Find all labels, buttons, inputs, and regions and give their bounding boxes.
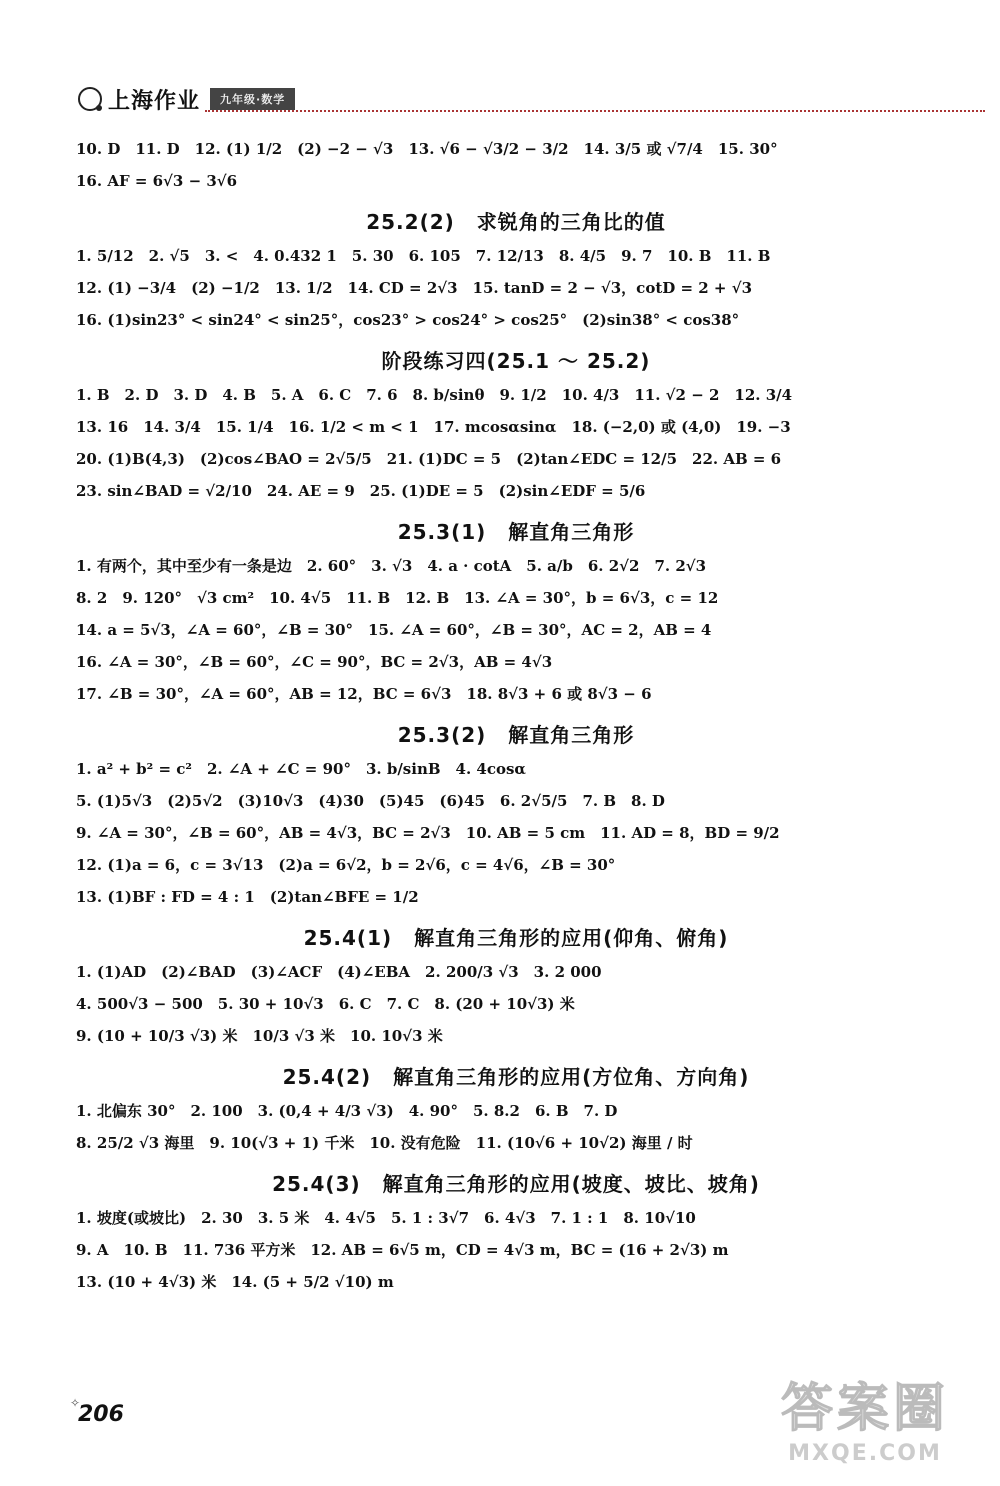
page-number-decoration-icon: ✧ — [70, 1396, 81, 1410]
section-heading — [76, 1061, 956, 1090]
section-title: 解直角三角形的应用(仰角、俯角) — [414, 926, 729, 950]
answer-line: 13. 16 14. 3/4 15. 1/4 16. 1/2 < m < 1 17. mcosαsinα 18. (−2,0) 或 (4,0) 19. −3 — [76, 418, 791, 436]
answer-line: 9. (10 + 10/3 √3) 米 10/3 √3 米 10. 10√3 米 — [76, 1027, 443, 1045]
section-title: 解直角三角形 — [508, 520, 635, 544]
answer-line: 14. a = 5√3，∠A = 60°，∠B = 30° 15. ∠A = 60°，∠B = 30°，AC = 2，AB = 4 — [76, 621, 712, 639]
watermark — [770, 1366, 960, 1466]
answer-line: 23. sin∠BAD = √2/10 24. AE = 9 25. (1)DE = 5 (2)sin∠EDF = 5/6 — [76, 482, 646, 500]
section-heading — [76, 1168, 956, 1197]
header-divider — [205, 110, 985, 112]
watermark-url: MXQE.COM — [788, 1441, 942, 1466]
section-heading — [76, 516, 956, 545]
answer-line: 1. (1)AD (2)∠BAD (3)∠ACF (4)∠EBA 2. 200/3 √3 3. 2 000 — [76, 963, 602, 981]
page-number: 206 — [78, 1402, 124, 1427]
section-number: 25.4(1) — [303, 926, 393, 950]
section-title: 解直角三角形 — [508, 723, 635, 747]
answer-line: 12. (1)a = 6，c = 3√13 (2)a = 6√2，b = 2√6，c = 4√6，∠B = 30° — [76, 856, 616, 874]
book-title: 上海作业 — [108, 88, 201, 114]
answer-line: 1. B 2. D 3. D 4. B 5. A 6. C 7. 6 8. b/sinθ 9. 1/2 10. 4/3 11. √2 − 2 12. 3/4 — [76, 386, 793, 404]
section-title: 阶段练习四(25.1 ～ 25.2) — [381, 349, 651, 373]
section-heading — [76, 719, 956, 748]
answer-line: 9. ∠A = 30°，∠B = 60°，AB = 4√3，BC = 2√3 10. AB = 5 cm 11. AD = 8，BD = 9/2 — [76, 824, 780, 842]
section-title: 解直角三角形的应用(方位角、方向角) — [393, 1065, 750, 1089]
section-number: 25.4(2) — [282, 1065, 372, 1089]
section-number: 25.2(2) — [366, 210, 455, 234]
section-heading — [76, 345, 956, 374]
section-number: 25.3(2) — [397, 723, 487, 747]
answer-line: 1. a² + b² = c² 2. ∠A + ∠C = 90° 3. b/sinB 4. 4cosα — [76, 760, 526, 778]
section-number: 25.4(3) — [272, 1172, 361, 1196]
answer-line: 20. (1)B(4,3) (2)cos∠BAO = 2√5/5 21. (1)DC = 5 (2)tan∠EDC = 12/5 22. AB = 6 — [76, 450, 782, 468]
watermark-logo: 答案圈 — [780, 1379, 949, 1439]
answer-line: 10. D 11. D 12. (1) 1/2 (2) −2 − √3 13. √6 − √3/2 − 3/2 14. 3/5 或 √7/4 15. 30° — [76, 140, 778, 158]
answer-line: 16. (1)sin23° < sin24° < sin25°，cos23° > cos24° > cos25° (2)sin38° < cos38° — [76, 311, 740, 329]
logo-icon — [78, 87, 102, 111]
answer-line: 13. (1)BF : FD = 4 : 1 (2)tan∠BFE = 1/2 — [76, 888, 419, 906]
answer-line: 5. (1)5√3 (2)5√2 (3)10√3 (4)30 (5)45 (6)45 6. 2√5/5 7. B 8. D — [76, 792, 665, 810]
answer-line: 4. 500√3 − 500 5. 30 + 10√3 6. C 7. C 8. (20 + 10√3) 米 — [76, 995, 575, 1013]
answer-line: 8. 25/2 √3 海里 9. 10(√3 + 1) 千米 10. 没有危险 11. (10√6 + 10√2) 海里 / 时 — [76, 1134, 693, 1152]
answer-line: 16. AF = 6√3 − 3√6 — [76, 172, 238, 190]
section-number: 25.3(1) — [397, 520, 487, 544]
answer-line: 13. (10 + 4√3) 米 14. (5 + 5/2 √10) m — [76, 1273, 394, 1291]
grade-tag: 九年级·数学 — [210, 88, 295, 110]
section-title: 解直角三角形的应用(坡度、坡比、坡角) — [382, 1172, 760, 1196]
answer-content — [76, 128, 956, 1303]
section-heading — [76, 922, 956, 951]
answer-line: 16. ∠A = 30°，∠B = 60°，∠C = 90°，BC = 2√3，AB = 4√3 — [76, 653, 553, 671]
answer-line: 17. ∠B = 30°，∠A = 60°，AB = 12，BC = 6√3 18. 8√3 + 6 或 8√3 − 6 — [76, 685, 652, 703]
answer-line: 1. 北偏东 30° 2. 100 3. (0,4 + 4/3 √3) 4. 90° 5. 8.2 6. B 7. D — [76, 1102, 618, 1120]
answer-line: 1. 坡度(或坡比) 2. 30 3. 5 米 4. 4√5 5. 1 : 3√7 6. 4√3 7. 1 : 1 8. 10√10 — [76, 1209, 696, 1227]
answer-line: 1. 5/12 2. √5 3. < 4. 0.432 1 5. 30 6. 105 7. 12/13 8. 4/5 9. 7 10. B 11. B — [76, 247, 771, 265]
section-title: 求锐角的三角比的值 — [476, 210, 666, 234]
answer-line: 1. 有两个，其中至少有一条是边 2. 60° 3. √3 4. a · cotA 5. a/b 6. 2√2 7. 2√3 — [76, 557, 707, 575]
section-heading — [76, 206, 956, 235]
answer-line: 12. (1) −3/4 (2) −1/2 13. 1/2 14. CD = 2√3 15. tanD = 2 − √3，cotD = 2 + √3 — [76, 279, 753, 297]
answer-line: 8. 2 9. 120° √3 cm² 10. 4√5 11. B 12. B 13. ∠A = 30°，b = 6√3，c = 12 — [76, 589, 719, 607]
answer-line: 9. A 10. B 11. 736 平方米 12. AB = 6√5 m，CD = 4√3 m，BC = (16 + 2√3) m — [76, 1241, 729, 1259]
